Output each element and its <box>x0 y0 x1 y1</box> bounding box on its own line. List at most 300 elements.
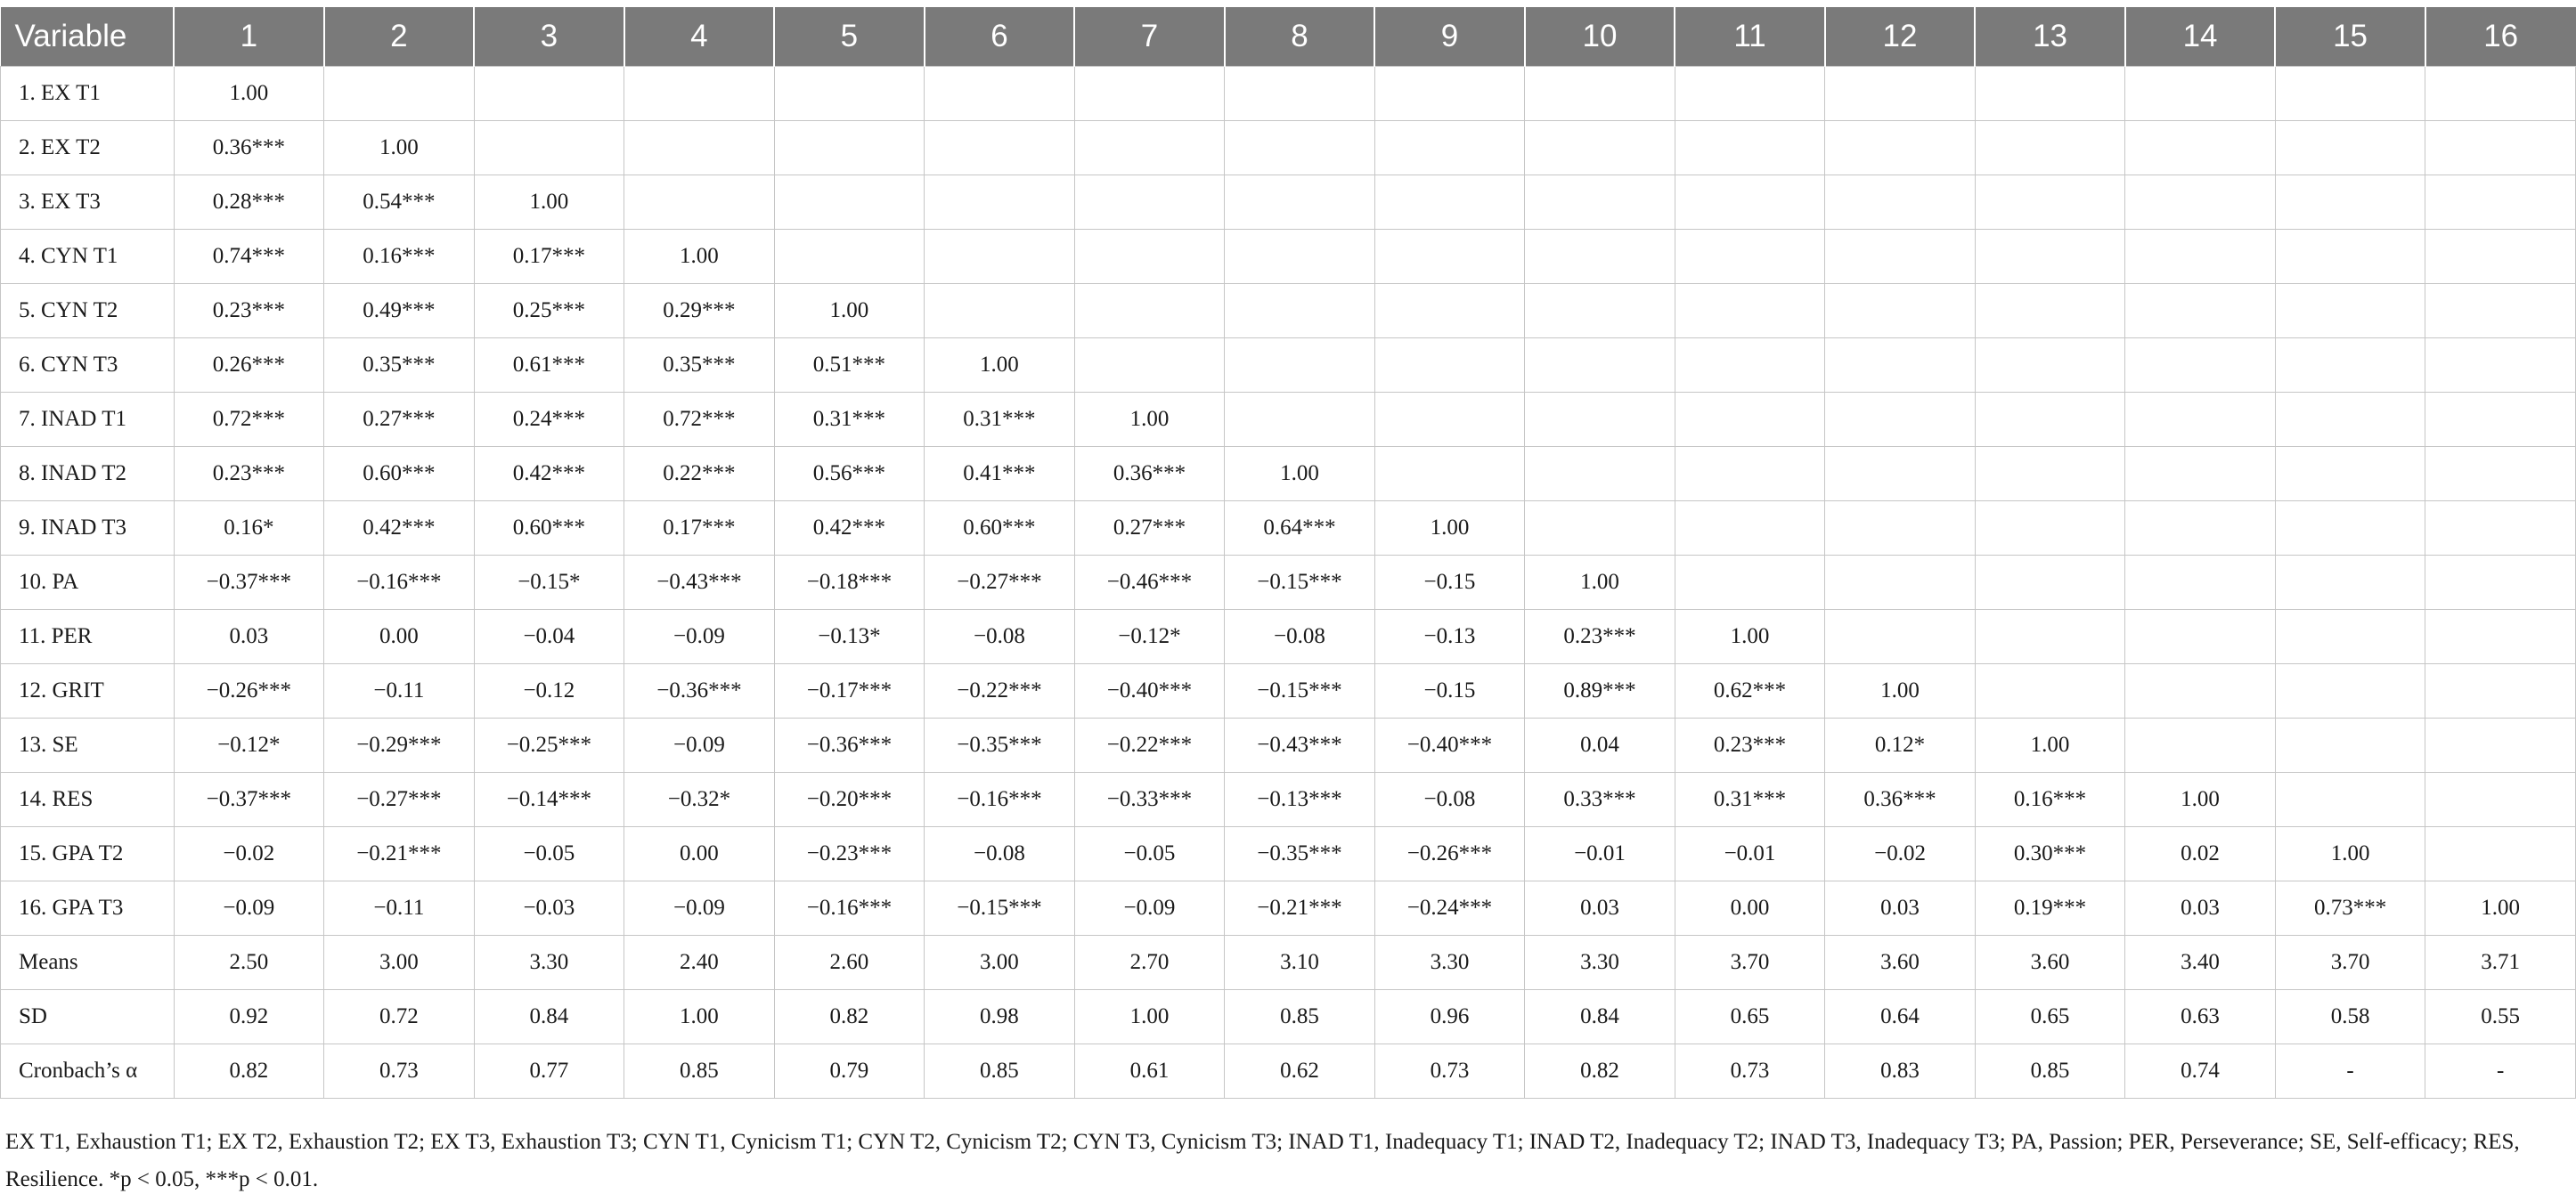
table-cell <box>1675 284 1825 338</box>
table-cell <box>1525 230 1675 284</box>
header-col-2: 2 <box>324 7 475 67</box>
table-cell <box>474 67 624 121</box>
table-cell: 1.00 <box>174 67 324 121</box>
table-cell: 0.73 <box>1675 1044 1825 1099</box>
table-cell: 0.35*** <box>624 338 775 393</box>
table-cell <box>1975 338 2125 393</box>
table-cell: 0.74 <box>2125 1044 2276 1099</box>
table-cell: 0.56*** <box>774 447 925 501</box>
table-cell: −0.12* <box>1074 610 1225 664</box>
table-cell: 0.64 <box>1825 990 1976 1044</box>
table-cell: 0.79 <box>774 1044 925 1099</box>
table-cell: 0.82 <box>174 1044 324 1099</box>
table-cell <box>2425 773 2576 827</box>
table-cell: 1.00 <box>1675 610 1825 664</box>
row-label: 5. CYN T2 <box>1 284 175 338</box>
correlation-table <box>0 7 2576 1099</box>
header-col-11: 11 <box>1675 7 1825 67</box>
table-cell: - <box>2275 1044 2425 1099</box>
table-header-row <box>1 7 2576 67</box>
table-cell <box>1225 393 1375 447</box>
table-cell: 2.50 <box>174 936 324 990</box>
table-cell <box>2425 827 2576 881</box>
table-cell <box>474 121 624 175</box>
table-cell: 0.73 <box>1374 1044 1525 1099</box>
table-cell: 3.00 <box>925 936 1075 990</box>
table-cell <box>2125 447 2276 501</box>
table-cell <box>2425 719 2576 773</box>
table-cell <box>1975 175 2125 230</box>
table-cell <box>1374 284 1525 338</box>
table-cell <box>1074 67 1225 121</box>
table-cell: 0.27*** <box>1074 501 1225 556</box>
table-cell <box>1074 175 1225 230</box>
table-cell: 0.02 <box>2125 827 2276 881</box>
table-cell: 0.92 <box>174 990 324 1044</box>
table-cell <box>2125 393 2276 447</box>
header-col-16: 16 <box>2425 7 2576 67</box>
row-label: 3. EX T3 <box>1 175 175 230</box>
table-cell: −0.37*** <box>174 773 324 827</box>
table-cell: −0.27*** <box>324 773 475 827</box>
table-cell <box>1675 121 1825 175</box>
table-cell: 0.35*** <box>324 338 475 393</box>
table-row <box>1 881 2576 936</box>
table-row <box>1 610 2576 664</box>
table-cell: 0.00 <box>624 827 775 881</box>
table-cell: 2.40 <box>624 936 775 990</box>
table-cell: 0.41*** <box>925 447 1075 501</box>
table-cell <box>1225 338 1375 393</box>
table-cell: −0.01 <box>1525 827 1675 881</box>
table-cell <box>2125 338 2276 393</box>
table-row <box>1 827 2576 881</box>
table-cell: 0.23*** <box>174 447 324 501</box>
table-cell <box>1975 67 2125 121</box>
table-cell: 3.71 <box>2425 936 2576 990</box>
table-cell <box>2125 230 2276 284</box>
table-cell: 0.84 <box>474 990 624 1044</box>
table-cell: 0.61 <box>1074 1044 1225 1099</box>
table-cell <box>1975 501 2125 556</box>
table-cell <box>1675 230 1825 284</box>
table-cell: 0.72*** <box>624 393 775 447</box>
table-cell <box>1975 284 2125 338</box>
table-row <box>1 664 2576 719</box>
table-cell: −0.35*** <box>1225 827 1375 881</box>
row-label: 12. GRIT <box>1 664 175 719</box>
table-cell: −0.09 <box>1074 881 1225 936</box>
table-cell: 3.70 <box>2275 936 2425 990</box>
table-cell <box>2275 719 2425 773</box>
table-cell: −0.35*** <box>925 719 1075 773</box>
table-cell <box>1525 338 1675 393</box>
table-cell: −0.33*** <box>1074 773 1225 827</box>
table-cell <box>2275 338 2425 393</box>
table-cell <box>1525 67 1675 121</box>
row-label: SD <box>1 990 175 1044</box>
table-cell: 0.00 <box>324 610 475 664</box>
table-cell: 1.00 <box>2275 827 2425 881</box>
table-cell <box>1975 664 2125 719</box>
table-cell <box>1374 447 1525 501</box>
table-cell <box>624 121 775 175</box>
footnote-abbreviations: EX T1, Exhaustion T1; EX T2, Exhaustion T2; EX T3, Exhaustion T3; CYN T1, Cynicism T1; CYN T2, Cynicism T2; CYN T3, Cynicism T3; INAD T1, Inadequacy T1; INAD T2, Inadequacy T2; INAD T3, Inadequacy T3; PA, Passion; PER, Perseverance; SE, Self-efficacy; RES, Resilience. <box>5 1130 2520 1191</box>
table-cell: 0.22*** <box>624 447 775 501</box>
table-cell: −0.12 <box>474 664 624 719</box>
table-cell <box>1675 175 1825 230</box>
table-cell: 0.65 <box>1675 990 1825 1044</box>
table-cell <box>1525 121 1675 175</box>
table-cell: 3.60 <box>1975 936 2125 990</box>
table-cell <box>1825 447 1976 501</box>
table-row <box>1 393 2576 447</box>
table-cell <box>1825 67 1976 121</box>
table-cell <box>2275 773 2425 827</box>
table-cell <box>1225 230 1375 284</box>
table-cell: 0.28*** <box>174 175 324 230</box>
row-label: 4. CYN T1 <box>1 230 175 284</box>
table-cell: 3.40 <box>2125 936 2276 990</box>
table-cell: 0.62*** <box>1675 664 1825 719</box>
table-cell: 0.03 <box>1525 881 1675 936</box>
table-cell: −0.08 <box>925 610 1075 664</box>
table-row <box>1 175 2576 230</box>
table-cell: −0.14*** <box>474 773 624 827</box>
table-cell <box>1225 175 1375 230</box>
table-cell: −0.40*** <box>1374 719 1525 773</box>
table-cell: 2.70 <box>1074 936 1225 990</box>
table-cell: 0.77 <box>474 1044 624 1099</box>
table-cell: 0.85 <box>1225 990 1375 1044</box>
table-cell <box>2425 556 2576 610</box>
table-cell <box>2125 501 2276 556</box>
table-cell: 0.31*** <box>774 393 925 447</box>
table-cell: 0.17*** <box>474 230 624 284</box>
table-cell: 0.84 <box>1525 990 1675 1044</box>
table-cell: 1.00 <box>2125 773 2276 827</box>
table-cell: −0.36*** <box>774 719 925 773</box>
table-cell: 0.31*** <box>1675 773 1825 827</box>
table-cell: 1.00 <box>925 338 1075 393</box>
row-label: 8. INAD T2 <box>1 447 175 501</box>
table-cell: −0.46*** <box>1074 556 1225 610</box>
table-cell: 1.00 <box>624 990 775 1044</box>
table-cell: - <box>2425 1044 2576 1099</box>
table-cell <box>1975 447 2125 501</box>
table-row <box>1 556 2576 610</box>
table-row <box>1 501 2576 556</box>
table-cell <box>1074 284 1225 338</box>
table-cell <box>1675 393 1825 447</box>
header-col-8: 8 <box>1225 7 1375 67</box>
row-label: Means <box>1 936 175 990</box>
table-cell <box>1825 230 1976 284</box>
table-cell: 0.55 <box>2425 990 2576 1044</box>
table-cell: 0.30*** <box>1975 827 2125 881</box>
table-cell: 0.65 <box>1975 990 2125 1044</box>
table-cell <box>1225 284 1375 338</box>
table-cell <box>1825 175 1976 230</box>
table-cell: −0.18*** <box>774 556 925 610</box>
table-cell <box>774 121 925 175</box>
table-cell <box>2425 610 2576 664</box>
table-cell: 0.29*** <box>624 284 775 338</box>
table-cell <box>2275 175 2425 230</box>
table-cell: 1.00 <box>474 175 624 230</box>
header-col-7: 7 <box>1074 7 1225 67</box>
table-cell: 0.16*** <box>1975 773 2125 827</box>
table-cell <box>2125 67 2276 121</box>
table-cell: 0.36*** <box>174 121 324 175</box>
table-cell: −0.02 <box>1825 827 1976 881</box>
table-cell: −0.16*** <box>774 881 925 936</box>
table-row <box>1 338 2576 393</box>
table-cell: 0.19*** <box>1975 881 2125 936</box>
row-label: 11. PER <box>1 610 175 664</box>
table-row <box>1 936 2576 990</box>
table-cell: 0.36*** <box>1074 447 1225 501</box>
table-cell: 1.00 <box>1074 393 1225 447</box>
table-cell <box>2275 67 2425 121</box>
table-cell: 0.36*** <box>1825 773 1976 827</box>
table-cell <box>2425 447 2576 501</box>
table-cell: 1.00 <box>2425 881 2576 936</box>
table-cell <box>2425 67 2576 121</box>
header-col-9: 9 <box>1374 7 1525 67</box>
table-row <box>1 121 2576 175</box>
row-label: 9. INAD T3 <box>1 501 175 556</box>
table-cell: 0.16* <box>174 501 324 556</box>
table-cell: −0.05 <box>1074 827 1225 881</box>
header-col-12: 12 <box>1825 7 1976 67</box>
table-cell: −0.09 <box>624 881 775 936</box>
header-col-15: 15 <box>2275 7 2425 67</box>
table-cell <box>1975 121 2125 175</box>
table-cell <box>2425 393 2576 447</box>
table-cell: 0.60*** <box>324 447 475 501</box>
table-cell <box>1825 393 1976 447</box>
table-cell <box>1825 610 1976 664</box>
header-col-3: 3 <box>474 7 624 67</box>
table-cell <box>2125 175 2276 230</box>
table-row <box>1 67 2576 121</box>
table-cell: 0.73*** <box>2275 881 2425 936</box>
table-cell: 1.00 <box>1825 664 1976 719</box>
table-cell: −0.03 <box>474 881 624 936</box>
table-cell: 0.60*** <box>925 501 1075 556</box>
table-row <box>1 230 2576 284</box>
table-cell: −0.13 <box>1374 610 1525 664</box>
table-cell: 1.00 <box>774 284 925 338</box>
table-cell <box>1825 338 1976 393</box>
table-cell: 1.00 <box>1225 447 1375 501</box>
table-cell <box>2425 175 2576 230</box>
table-cell <box>2275 556 2425 610</box>
table-cell: 0.85 <box>624 1044 775 1099</box>
table-cell <box>1525 175 1675 230</box>
table-cell: −0.24*** <box>1374 881 1525 936</box>
table-row <box>1 773 2576 827</box>
table-cell <box>1225 121 1375 175</box>
table-cell: 0.03 <box>174 610 324 664</box>
table-cell: 0.89*** <box>1525 664 1675 719</box>
table-cell <box>1525 501 1675 556</box>
table-cell: −0.09 <box>174 881 324 936</box>
table-cell: 1.00 <box>1074 990 1225 1044</box>
table-cell: −0.15* <box>474 556 624 610</box>
table-cell <box>925 284 1075 338</box>
table-cell: −0.40*** <box>1074 664 1225 719</box>
row-label: 2. EX T2 <box>1 121 175 175</box>
header-col-13: 13 <box>1975 7 2125 67</box>
table-cell: 0.23*** <box>1525 610 1675 664</box>
table-cell: −0.37*** <box>174 556 324 610</box>
table-cell: −0.08 <box>1225 610 1375 664</box>
table-cell: −0.02 <box>174 827 324 881</box>
table-cell: −0.29*** <box>324 719 475 773</box>
table-cell: 0.42*** <box>474 447 624 501</box>
table-cell: 1.00 <box>624 230 775 284</box>
table-cell: 0.73 <box>324 1044 475 1099</box>
table-cell: −0.16*** <box>324 556 475 610</box>
table-cell <box>774 67 925 121</box>
table-cell <box>2125 664 2276 719</box>
table-cell <box>1525 393 1675 447</box>
row-label: 7. INAD T1 <box>1 393 175 447</box>
table-cell <box>1374 121 1525 175</box>
header-variable: Variable <box>1 7 175 67</box>
table-cell <box>925 175 1075 230</box>
table-cell <box>1225 67 1375 121</box>
table-cell: 0.42*** <box>774 501 925 556</box>
table-cell: 0.85 <box>925 1044 1075 1099</box>
header-col-6: 6 <box>925 7 1075 67</box>
table-cell <box>2275 284 2425 338</box>
table-cell: −0.43*** <box>1225 719 1375 773</box>
header-col-10: 10 <box>1525 7 1675 67</box>
table-cell <box>925 67 1075 121</box>
table-cell: −0.15*** <box>925 881 1075 936</box>
table-cell <box>2425 230 2576 284</box>
table-cell <box>2425 338 2576 393</box>
table-cell: 0.63 <box>2125 990 2276 1044</box>
table-cell: 0.24*** <box>474 393 624 447</box>
table-cell: −0.15 <box>1374 664 1525 719</box>
table-cell <box>2275 501 2425 556</box>
table-cell <box>1675 556 1825 610</box>
table-cell: 0.16*** <box>324 230 475 284</box>
table-cell: 0.82 <box>1525 1044 1675 1099</box>
table-cell: −0.16*** <box>925 773 1075 827</box>
table-cell <box>1675 501 1825 556</box>
table-cell: 0.96 <box>1374 990 1525 1044</box>
table-cell: 0.25*** <box>474 284 624 338</box>
table-cell: −0.13*** <box>1225 773 1375 827</box>
table-cell: −0.26*** <box>174 664 324 719</box>
table-cell: −0.32* <box>624 773 775 827</box>
table-cell <box>1675 447 1825 501</box>
table-row <box>1 990 2576 1044</box>
table-cell: 0.33*** <box>1525 773 1675 827</box>
table-cell: 0.49*** <box>324 284 475 338</box>
table-cell <box>2125 556 2276 610</box>
table-cell <box>1525 447 1675 501</box>
table-cell <box>1825 556 1976 610</box>
table-cell <box>324 67 475 121</box>
table-cell <box>1374 338 1525 393</box>
table-cell: 3.10 <box>1225 936 1375 990</box>
table-cell <box>1825 284 1976 338</box>
table-cell <box>2425 501 2576 556</box>
table-cell: 0.42*** <box>324 501 475 556</box>
table-cell: −0.15 <box>1374 556 1525 610</box>
table-cell: 0.12* <box>1825 719 1976 773</box>
table-cell <box>1374 230 1525 284</box>
table-cell: 0.51*** <box>774 338 925 393</box>
table-cell <box>1374 67 1525 121</box>
table-cell: 0.85 <box>1975 1044 2125 1099</box>
table-cell <box>925 230 1075 284</box>
header-col-1: 1 <box>174 7 324 67</box>
table-cell: −0.09 <box>624 610 775 664</box>
table-cell: −0.12* <box>174 719 324 773</box>
table-cell <box>2275 121 2425 175</box>
table-cell <box>2125 610 2276 664</box>
table-row <box>1 447 2576 501</box>
header-col-4: 4 <box>624 7 775 67</box>
table-cell: 0.03 <box>2125 881 2276 936</box>
table-cell: 3.60 <box>1825 936 1976 990</box>
table-cell: 0.17*** <box>624 501 775 556</box>
table-cell: 1.00 <box>1525 556 1675 610</box>
table-cell: 3.30 <box>1374 936 1525 990</box>
table-cell <box>1825 501 1976 556</box>
table-cell <box>624 67 775 121</box>
table-cell: −0.21*** <box>1225 881 1375 936</box>
row-label: 10. PA <box>1 556 175 610</box>
table-cell <box>1675 67 1825 121</box>
table-cell: −0.05 <box>474 827 624 881</box>
table-cell <box>2275 610 2425 664</box>
table-cell <box>1675 338 1825 393</box>
table-cell: 0.60*** <box>474 501 624 556</box>
table-cell <box>925 121 1075 175</box>
table-cell: 3.30 <box>474 936 624 990</box>
table-cell: 3.30 <box>1525 936 1675 990</box>
table-cell: −0.08 <box>1374 773 1525 827</box>
table-cell <box>2425 664 2576 719</box>
table-cell: 0.03 <box>1825 881 1976 936</box>
table-cell: −0.17*** <box>774 664 925 719</box>
table-cell <box>1525 284 1675 338</box>
table-cell <box>2275 664 2425 719</box>
table-cell <box>1975 230 2125 284</box>
table-body <box>1 67 2576 1099</box>
table-cell: 0.31*** <box>925 393 1075 447</box>
table-cell: −0.21*** <box>324 827 475 881</box>
table-cell: −0.01 <box>1675 827 1825 881</box>
table-cell <box>774 175 925 230</box>
table-cell <box>2425 121 2576 175</box>
table-cell: −0.11 <box>324 881 475 936</box>
table-row <box>1 719 2576 773</box>
table-cell <box>1975 610 2125 664</box>
table-cell <box>2125 719 2276 773</box>
table-cell <box>2425 284 2576 338</box>
table-cell: 0.04 <box>1525 719 1675 773</box>
table-cell: 0.54*** <box>324 175 475 230</box>
